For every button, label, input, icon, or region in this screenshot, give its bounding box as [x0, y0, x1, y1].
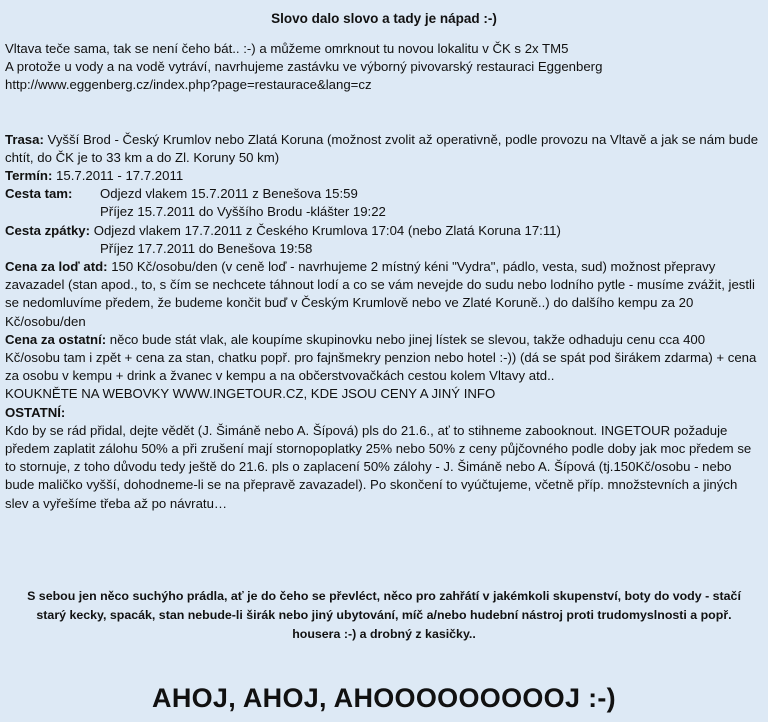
- other-label: OSTATNÍ:: [5, 404, 66, 420]
- intro-line-2: A protože u vody a na vodě vytráví, navrhujeme zastávku ve výborný pivovarský restauraci Eggenberg: [5, 59, 603, 75]
- date-label: Termín:: [5, 168, 53, 184]
- packing-note: S sebou jen něco suchýho prádla, ať je do čeho se převléct, něco pro zahřátí v jakémkoli skupenství, boty do vody - stačí starý kecky, spacák, stan nebude-li širák nebo jiný ubytování, míč a/nebo hudební nástroj proti trudomyslnosti a popř. housera :-) a drobný z kasičky..: [27, 589, 741, 641]
- return-label: Cesta zpátky:: [5, 222, 91, 238]
- outbound-paragraph: [5, 185, 763, 203]
- boat-price-paragraph: [5, 258, 763, 331]
- website-notice: KOUKNĚTE NA WEBOVKY WWW.INGETOUR.CZ, KDE JSOU CENY A JINÝ INFO: [5, 386, 496, 402]
- outbound-line-2: Příjez 15.7.2011 do Vyššího Brodu -klášter 19:22: [100, 204, 386, 220]
- other-text: Kdo by se rád přidal, dejte vědět (J. Šimáně nebo A. Šípová) pls do 21.6., ať to stihneme zabooknout. INGETOUR požaduje předem zaplatit zálohu 50% a při zrušení mají stornopoplatky 25% nebo 50% z ceny půjčovného podle doby jak moc předem se to stornuje, z toho důvodu tedy ještě do 21.6. pls o zaplacení 50% zálohy - J. Šimáně nebo A. Šípová (tj.150Kč/osobu - nebo bude maličko vyšší, dohodneme-li se na přepravě zavazadel). Po skončení to vyúčtujeme, včetně příp. množstevních a jiných slev a vyřešíme třeba až po návratu…: [5, 422, 752, 511]
- other-price-text: něco bude stát vlak, ale koupíme skupinovku nebo jinej lístek se slevou, takže odhaduju cenu cca 400 Kč/osobu tam i zpět + cena za stan, chatku popř. pro fajnšmekry penzion nebo hotel :-)) (dá se spát pod širákem zdarma) + cena za osobu v kempu + drink a žvanec v kempu a na občerstvovačkách cestou kolem Vltavy atd..: [5, 331, 757, 384]
- intro-line-1: Vltava teče sama, tak se není čeho bát.. :-) a můžeme omrknout tu novou lokalitu v ČK s 2x TM5: [5, 41, 569, 56]
- route-text: Vyšší Brod - Český Krumlov nebo Zlatá Koruna (možnost zvolit až operativně, podle provozu na Vltavě a jak se nám bude chtít, do ČK je to 33 km a do Zl. Koruny 50 km): [5, 131, 759, 165]
- boat-price-text: 150 Kč/osobu/den (v ceně loď - navrhujeme 2 místný kéni "Vydra", pádlo, vesta, sud) možnost přepravy zavazadel (stan apod., to, s čím se nechcete táhnout lodí a co se vám nevejde do sudu nebo lodního pytle - musíme zvážit, jestli se nedomluvíme předem, že budeme končit buď v Českým Krumlově nebo ve Zlaté Koruně..) do dalšího kempu za 20 Kč/osobu/den: [5, 259, 755, 329]
- eggenberg-link[interactable]: http://www.eggenberg.cz/index.php?page=restaurace&lang=cz: [5, 77, 372, 93]
- other-price-paragraph: [5, 331, 763, 386]
- outbound-line-1: Odjezd vlakem 15.7.2011 z Benešova 15:59: [100, 186, 358, 202]
- boat-price-label: Cena za loď atd:: [5, 259, 108, 275]
- date-paragraph: [5, 167, 763, 185]
- route-label: Trasa:: [5, 131, 44, 147]
- date-text: 15.7.2011 - 17.7.2011: [52, 168, 184, 184]
- outbound-label: Cesta tam:: [5, 186, 73, 202]
- route-paragraph: [5, 131, 763, 167]
- page-title: Slovo dalo slovo a tady je nápad :-): [271, 11, 497, 26]
- other-price-label: Cena za ostatní:: [5, 331, 107, 347]
- return-line-2: Příjez 17.7.2011 do Benešova 19:58: [100, 240, 313, 256]
- document-body: [5, 40, 763, 513]
- other-heading: [5, 404, 763, 422]
- farewell-heading: AHOJ, AHOJ, AHOOOOOOOOOJ :-): [152, 683, 616, 713]
- return-line-1: Odjezd vlakem 17.7.2011 z Českého Krumlova 17:04 (nebo Zlatá Koruna 17:11): [90, 222, 561, 238]
- return-paragraph: [5, 222, 763, 240]
